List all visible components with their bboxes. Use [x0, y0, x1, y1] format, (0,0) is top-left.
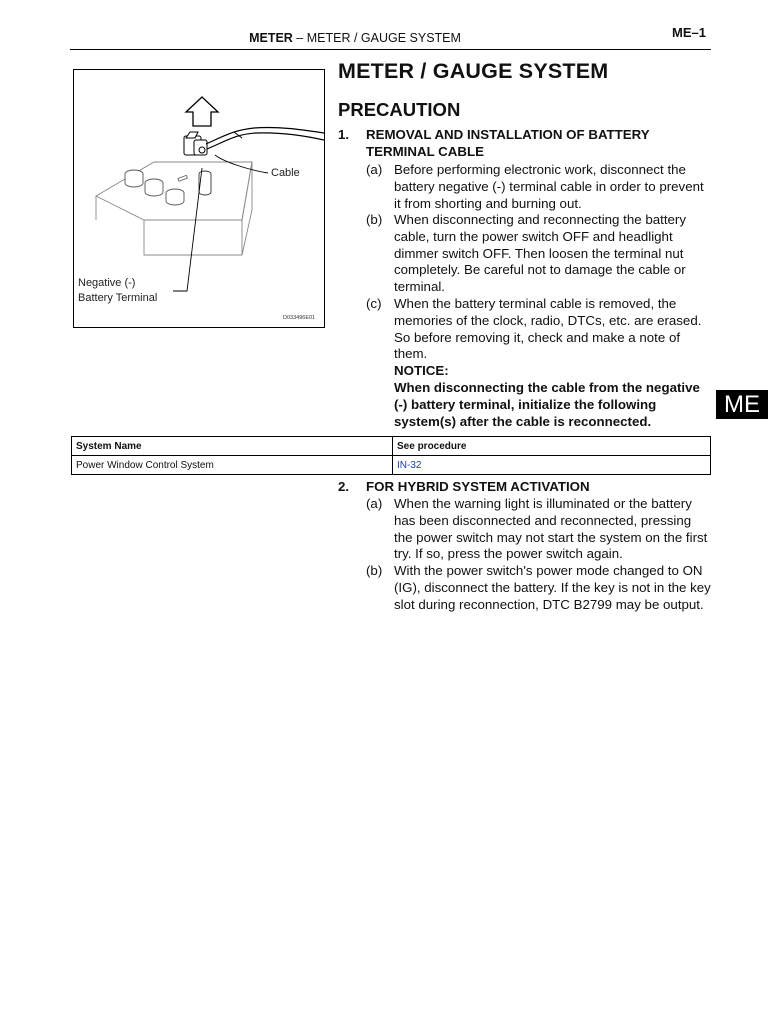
systems-table	[71, 436, 711, 475]
notice-text: When disconnecting the cable from the negative (-) battery terminal, initialize the following system(s) after the cable is reconnected.	[394, 380, 700, 429]
table-row	[72, 456, 711, 475]
section-2-number: 2.	[338, 479, 350, 494]
up-arrow-icon	[186, 97, 218, 126]
item-2a-label: (a)	[366, 496, 383, 511]
section-1-number: 1.	[338, 127, 350, 142]
item-2b-label: (b)	[366, 563, 383, 578]
terminal-clamp	[184, 132, 207, 155]
table-header-row	[72, 437, 711, 456]
item-2a-text: When the warning light is illuminated or the battery has been disconnected and reconnected, pressing the power switch may not start the system on the first try. If so, press the power switch again.	[394, 496, 708, 562]
header-rule	[70, 49, 711, 50]
figure-label-terminal-1: Negative (-)	[78, 277, 136, 289]
table-cell-procedure	[393, 456, 711, 475]
section-2-title: FOR HYBRID SYSTEM ACTIVATION	[366, 479, 590, 494]
item-1c-label: (c)	[366, 296, 382, 311]
header-dash: –	[296, 31, 304, 45]
section-heading: PRECAUTION	[338, 99, 461, 120]
running-header	[70, 31, 640, 45]
battery-front	[144, 220, 242, 255]
item-1c-text: When the battery terminal cable is removed, the memories of the clock, radio, DTCs, etc. are erased. So before removing it, check and make a note of them.	[394, 296, 702, 362]
table-header-see-procedure: See procedure	[393, 437, 711, 456]
figure-code: D033496E01	[283, 315, 316, 321]
notice-label: NOTICE:	[394, 363, 449, 378]
page-title: METER / GAUGE SYSTEM	[338, 59, 609, 83]
section-1-title: REMOVAL AND INSTALLATION OF BATTERY TERMINAL CABLE	[366, 127, 650, 159]
item-1a-text: Before performing electronic work, disconnect the battery negative (-) terminal cable in order to prevent it from shorting and burning out.	[394, 162, 704, 211]
item-1a-label: (a)	[366, 162, 383, 177]
item-1b-text: When disconnecting and reconnecting the battery cable, turn the power switch OFF and headlight dimmer switch OFF. Then loosen the terminal nut completely. Be careful not to damage the cable or terminal.	[394, 212, 686, 295]
figure-label-cable: Cable	[271, 167, 300, 179]
figure-label-terminal-2: Battery Terminal	[78, 292, 158, 304]
table-cell-system: Power Window Control System	[72, 456, 393, 475]
page-number: ME–1	[672, 25, 706, 40]
header-subsection: METER / GAUGE SYSTEM	[306, 31, 461, 45]
header-section: METER	[249, 31, 293, 45]
table-header-system-name: System Name	[72, 437, 393, 456]
item-1b-label: (b)	[366, 212, 383, 227]
battery-illustration	[73, 69, 325, 328]
side-tab-me: ME	[716, 390, 768, 419]
procedure-link[interactable]: IN-32	[397, 459, 422, 471]
item-2b-text: With the power switch's power mode changed to ON (IG), disconnect the battery. If the key is not in the key slot during reconnection, DTC B2799 may be output.	[394, 563, 711, 612]
